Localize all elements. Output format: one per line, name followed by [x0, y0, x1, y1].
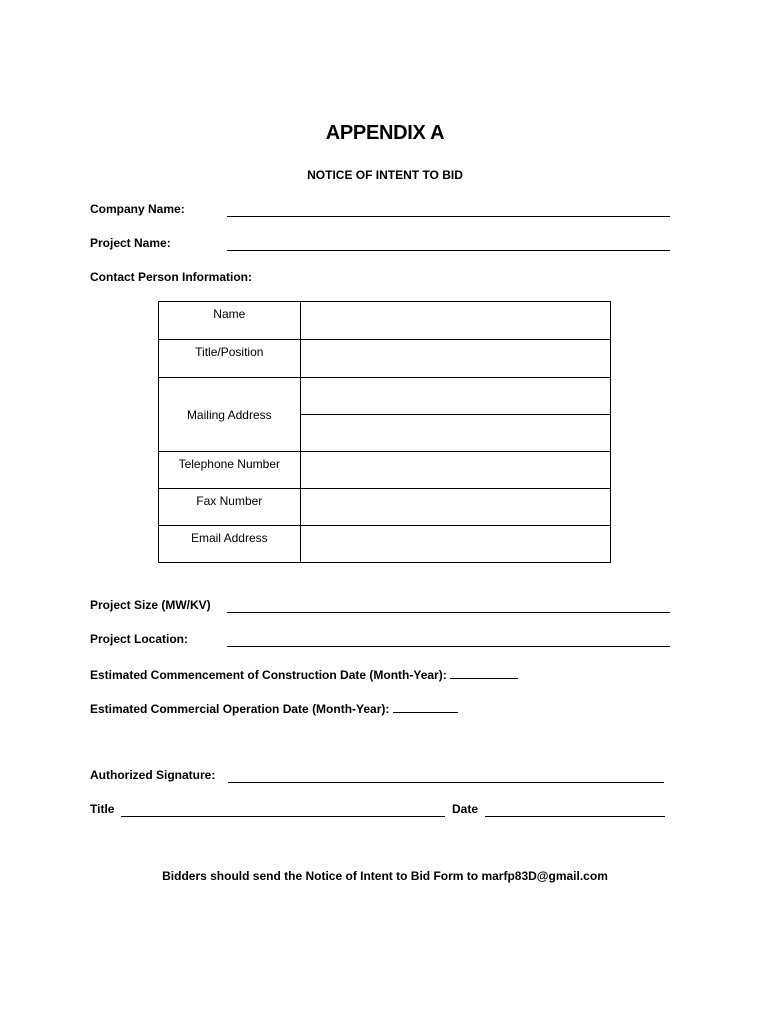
table-row: [159, 378, 611, 415]
contact-heading: Contact Person Information:: [90, 270, 253, 284]
table-row: [159, 489, 611, 526]
operation-date-field[interactable]: [393, 700, 458, 713]
contact-fax-label: Fax Number: [159, 489, 301, 526]
submission-instructions: Bidders should send the Notice of Intent to Bid Form to marfp83D@gmail.com: [162, 869, 608, 883]
commencement-date-label: Estimated Commencement of Construction Date (Month-Year):: [90, 668, 447, 682]
commencement-date-field[interactable]: [450, 666, 518, 679]
authorized-signature-field[interactable]: [228, 782, 664, 783]
page-title: APPENDIX A: [325, 122, 445, 144]
contact-name-field[interactable]: [300, 302, 610, 340]
contact-telephone-label: Telephone Number: [159, 452, 301, 489]
operation-date-row: [90, 700, 458, 716]
project-size-field[interactable]: [227, 612, 670, 613]
contact-email-label: Email Address: [159, 526, 301, 563]
project-name-field[interactable]: [227, 250, 670, 251]
table-row: [159, 452, 611, 489]
table-row: [159, 302, 611, 340]
contact-title-field[interactable]: [300, 340, 610, 378]
signer-title-field[interactable]: [121, 816, 445, 817]
table-row: [159, 526, 611, 563]
operation-date-label: Estimated Commercial Operation Date (Month-Year):: [90, 702, 390, 716]
company-name-label: Company Name:: [90, 202, 185, 216]
contact-address-field-2[interactable]: [300, 415, 610, 452]
commencement-date-row: [90, 666, 518, 682]
signer-title-label: Title: [90, 802, 115, 816]
company-name-field[interactable]: [227, 216, 670, 217]
contact-name-label: Name: [159, 302, 301, 340]
contact-telephone-field[interactable]: [300, 452, 610, 489]
contact-title-label: Title/Position: [159, 340, 301, 378]
page-subtitle: NOTICE OF INTENT TO BID: [307, 168, 463, 182]
project-location-label: Project Location:: [90, 632, 189, 646]
contact-table: [158, 301, 611, 563]
contact-email-field[interactable]: [300, 526, 610, 563]
date-field[interactable]: [485, 816, 665, 817]
contact-address-field-1[interactable]: [300, 378, 610, 415]
project-name-label: Project Name:: [90, 236, 171, 250]
project-size-label: Project Size (MW/KV): [90, 598, 211, 612]
contact-address-label: Mailing Address: [159, 378, 301, 452]
table-row: [159, 340, 611, 378]
authorized-signature-label: Authorized Signature:: [90, 768, 216, 782]
date-label: Date: [452, 802, 479, 816]
contact-fax-field[interactable]: [300, 489, 610, 526]
project-location-field[interactable]: [227, 646, 670, 647]
